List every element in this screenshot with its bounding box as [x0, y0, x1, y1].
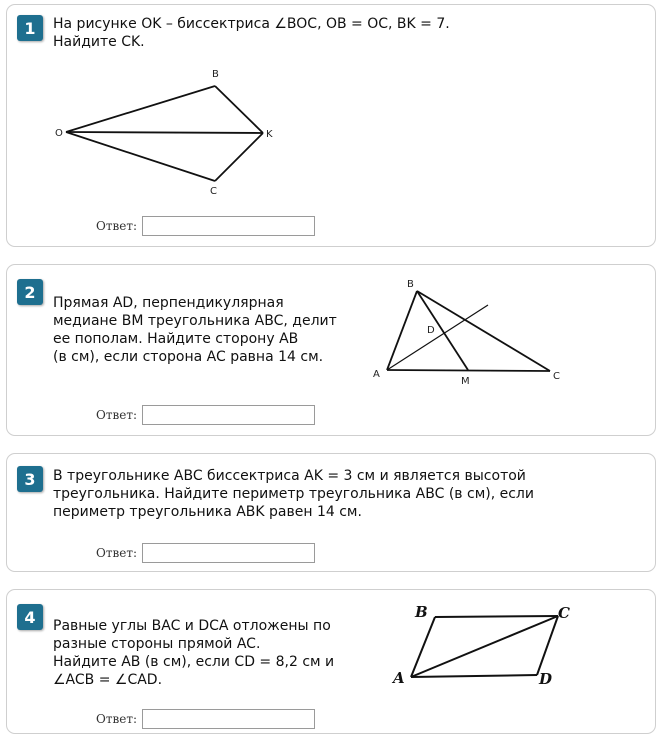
point-label-b: B: [212, 69, 219, 80]
answer-input-3[interactable]: [142, 543, 315, 563]
task-text: В треугольнике ABC биссектриса AK = 3 см и является высотой треугольника. Найдите периметр треугольника ABC (в см), если периметр треугольника ABK равен 14 см.: [53, 468, 534, 520]
point-label-d: D: [539, 670, 553, 688]
point-label-c: C: [553, 371, 560, 382]
task-card-4: [6, 589, 656, 734]
answer-label: Ответ:: [96, 408, 138, 422]
answer-input-1[interactable]: [142, 216, 315, 236]
point-label-c: C: [558, 604, 570, 622]
task-number-badge: 4: [17, 604, 43, 630]
point-label-m: M: [461, 376, 470, 387]
answer-label: Ответ:: [96, 712, 138, 726]
task-number-badge: 2: [17, 279, 43, 305]
point-label-b: B: [415, 603, 428, 621]
answer-row: [96, 216, 315, 236]
point-label-d: D: [427, 325, 435, 336]
task-text: Прямая AD, перпендикулярная медиане BM треугольника ABC, делит ее пополам. Найдите сторону AB (в см), если сторона AC равна 14 см.: [53, 295, 337, 365]
task-card-2: [6, 264, 656, 436]
task-card-3: [6, 453, 656, 572]
answer-row: [96, 709, 315, 729]
task-text: На рисунке OK – биссектриса ∠BOC, OB = OC, BK = 7. Найдите CK.: [53, 16, 450, 50]
task-card-1: [6, 4, 656, 247]
point-label-o: O: [55, 128, 63, 139]
answer-label: Ответ:: [96, 546, 138, 560]
task-number-badge: 3: [17, 466, 43, 492]
point-label-b: B: [407, 279, 414, 290]
answer-input-2[interactable]: [142, 405, 315, 425]
figure-kite-obkc: [7, 5, 657, 248]
point-label-k: K: [266, 129, 273, 140]
task-text: Равные углы BAC и DCA отложены по разные стороны прямой AC. Найдите AB (в см), если CD = 8,2 см и ∠ACB = ∠CAD.: [53, 618, 335, 688]
answer-input-4[interactable]: [142, 709, 315, 729]
answer-row: [96, 543, 315, 563]
point-label-a: A: [393, 669, 405, 687]
answer-row: [96, 405, 315, 425]
point-label-a: A: [373, 369, 380, 380]
task-number-badge: 1: [17, 15, 43, 41]
point-label-c: C: [210, 186, 217, 197]
answer-label: Ответ:: [96, 219, 138, 233]
